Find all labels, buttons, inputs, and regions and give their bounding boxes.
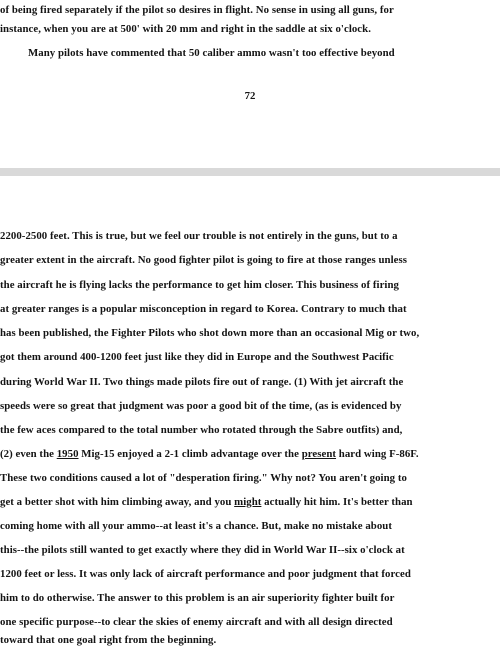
text-line: 1200 feet or less. It was only lack of aircraft performance and poor judgment that forced [0,568,411,580]
text-run: actually hit him. It's better than [261,496,413,508]
text-line: one specific purpose--to clear the skies of enemy aircraft and with all design directed [0,616,393,628]
text-line: has been published, the Fighter Pilots who shot down more than an occasional Mig or two, [0,327,420,339]
text-line [0,495,413,509]
previous-page [0,0,500,168]
text-line: this--the pilots still wanted to get exactly where they did in World War II--six o'clock at [0,544,405,556]
text-run: get a better shot with him climbing away, and you [0,496,235,508]
text-line: the aircraft he is flying lacks the performance to get him closer. This business of firing [0,279,399,291]
text-run: (2) even the [0,448,57,460]
underlined-word: 1950 [56,448,79,460]
text-line: speeds were so great that judgment was poor a good bit of the time, (as is evidenced by [0,400,402,412]
underlined-word: might [234,496,262,508]
text-line: These two conditions caused a lot of "desperation firing." Why not? You aren't going to [0,472,407,484]
text-line [0,447,419,461]
text-line: the few aces compared to the total number who rotated through the Sabre outfits) and, [0,424,403,436]
page-number: 72 [244,90,256,102]
text-run: Mig-15 enjoyed a 2-1 climb advantage over the [78,448,302,460]
underlined-word: present [301,448,337,460]
text-line: at greater ranges is a popular misconception in regard to Korea. Contrary to much that [0,303,407,315]
text-line: instance, when you are at 500' with 20 mm and right in the saddle at six o'clock. [0,23,371,35]
text-run: hard wing F-86F. [336,448,419,460]
current-page [0,176,500,649]
text-line: of being fired separately if the pilot so desires in flight. No sense in using all guns, for [0,4,394,16]
text-line: toward that one goal right from the beginning. [0,634,217,646]
text-line: greater extent in the aircraft. No good fighter pilot is going to fire at those ranges unless [0,254,407,266]
page-separator [0,168,500,176]
text-line: coming home with all your ammo--at least it's a chance. But, make no mistake about [0,520,392,532]
text-line: 2200-2500 feet. This is true, but we feel our trouble is not entirely in the guns, but to a [0,230,398,242]
text-line: Many pilots have commented that 50 caliber ammo wasn't too effective beyond [28,47,395,59]
text-line: him to do otherwise. The answer to this problem is an air superiority fighter built for [0,592,395,604]
text-line: during World War II. Two things made pilots fire out of range. (1) With jet aircraft the [0,376,404,388]
text-line: got them around 400-1200 feet just like they did in Europe and the Southwest Pacific [0,351,394,363]
